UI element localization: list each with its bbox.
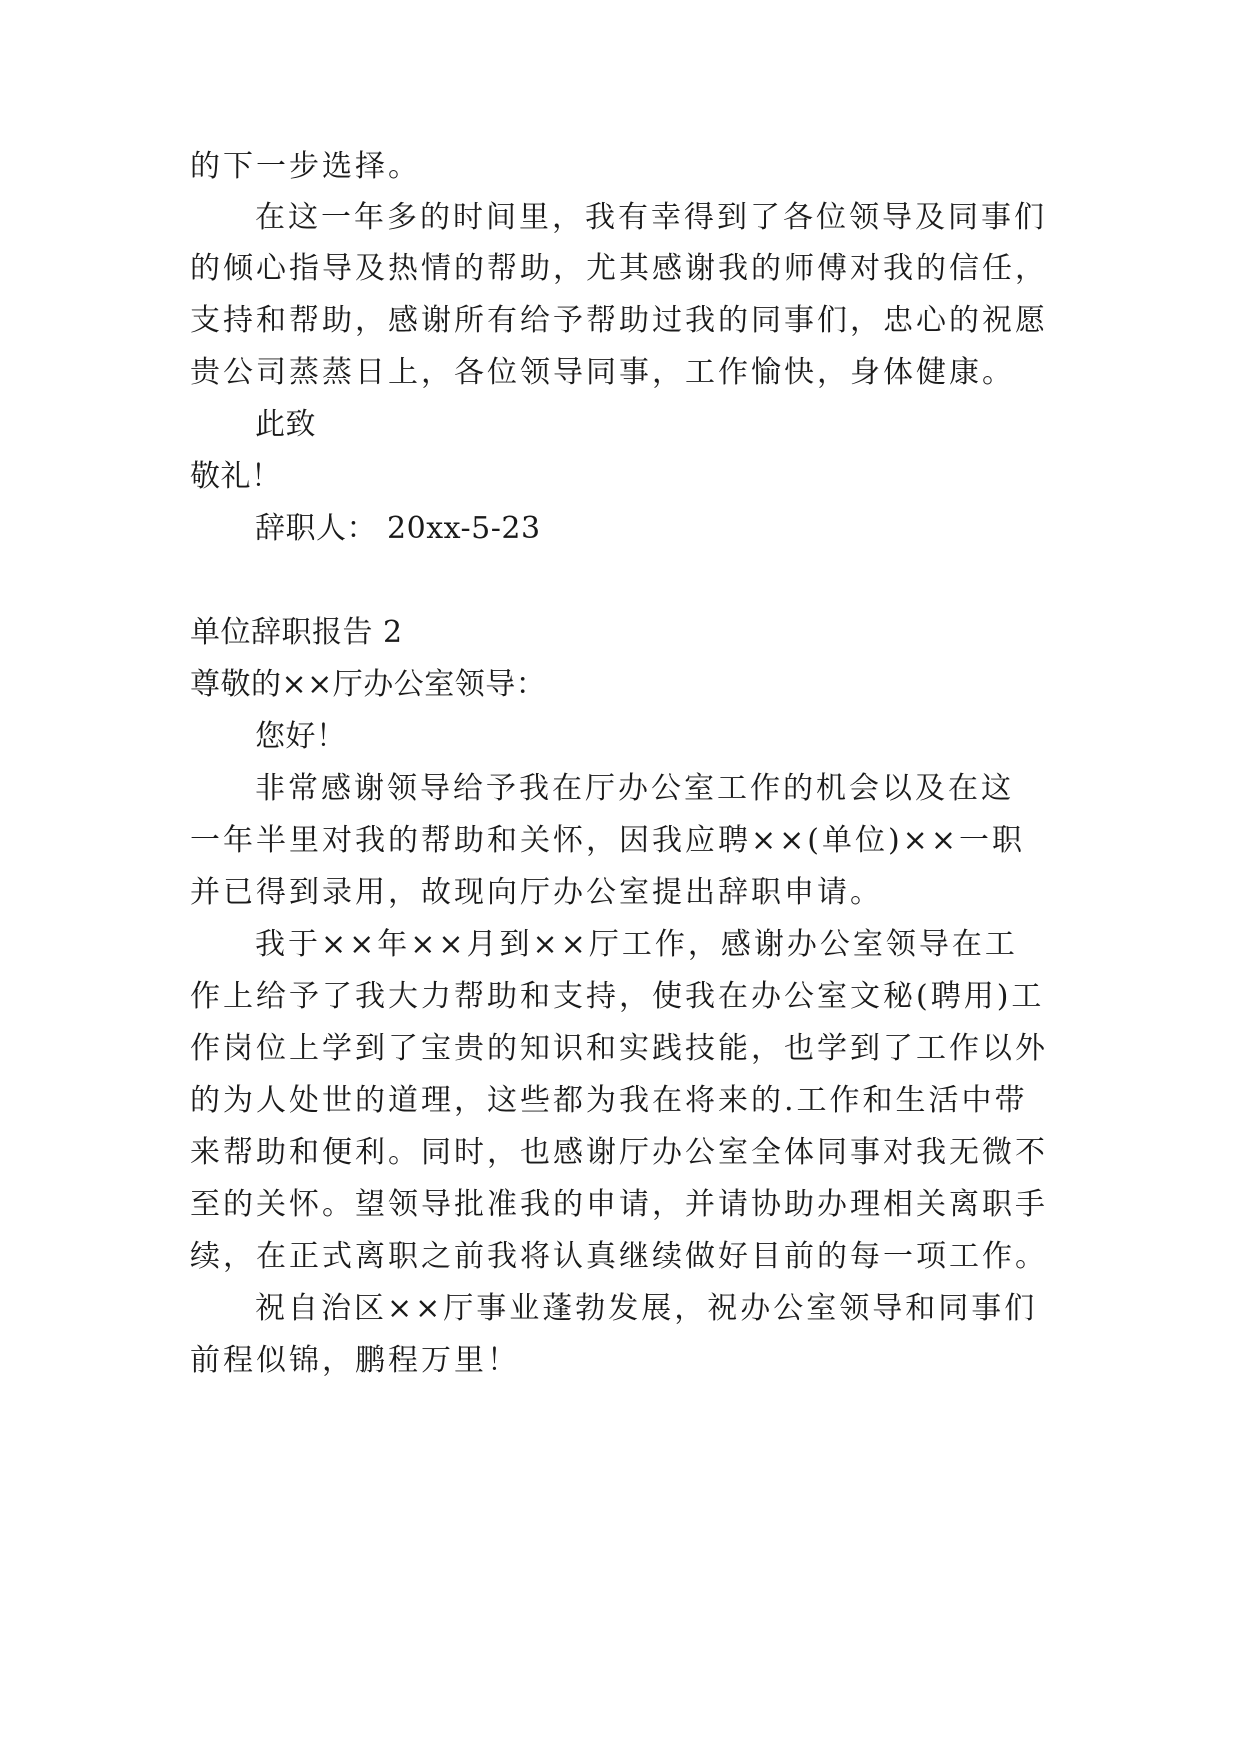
section-title: 单位辞职报告 2 bbox=[190, 615, 403, 650]
signature-line: 辞职人： 20xx-5-23 bbox=[255, 511, 541, 546]
salute-line: 敬礼！ bbox=[190, 459, 282, 494]
paragraph-line: 的为人处世的道理，这些都为我在将来的.工作和生活中带 bbox=[190, 1083, 1028, 1118]
paragraph-line: 来帮助和便利。同时，也感谢厅办公室全体同事对我无微不 bbox=[190, 1135, 1048, 1170]
addressee-line: 尊敬的××厅办公室领导： bbox=[190, 667, 547, 702]
paragraph-line: 非常感谢领导给予我在厅办公室工作的机会以及在这 bbox=[255, 771, 1014, 806]
paragraph-line: 作上给予了我大力帮助和支持，使我在办公室文秘(聘用)工 bbox=[190, 979, 1045, 1014]
paragraph-line: 续，在正式离职之前我将认真继续做好目前的每一项工作。 bbox=[190, 1239, 1048, 1274]
paragraph-line: 的倾心指导及热情的帮助，尤其感谢我的师傅对我的信任， bbox=[190, 251, 1048, 286]
paragraph-line: 祝自治区××厅事业蓬勃发展，祝办公室领导和同事们 bbox=[255, 1291, 1038, 1326]
paragraph-line: 的下一步选择。 bbox=[190, 149, 421, 184]
paragraph-line: 在这一年多的时间里，我有幸得到了各位领导及同事们 bbox=[255, 200, 1047, 235]
closing-line: 此致 bbox=[255, 407, 316, 442]
paragraph-line: 一年半里对我的帮助和关怀，因我应聘××(单位)××一职 bbox=[190, 823, 1025, 858]
paragraph-line: 并已得到录用，故现向厅办公室提出辞职申请。 bbox=[190, 875, 883, 910]
paragraph-line: 作岗位上学到了宝贵的知识和实践技能，也学到了工作以外 bbox=[190, 1031, 1048, 1066]
greeting-line: 您好！ bbox=[255, 719, 347, 754]
paragraph-line: 支持和帮助，感谢所有给予帮助过我的同事们，忠心的祝愿 bbox=[190, 303, 1048, 338]
paragraph-line: 至的关怀。望领导批准我的申请，并请协助办理相关离职手 bbox=[190, 1187, 1048, 1222]
paragraph-line: 我于××年××月到××厅工作，感谢办公室领导在工 bbox=[255, 927, 1018, 962]
paragraph-line: 前程似锦，鹏程万里！ bbox=[190, 1343, 520, 1378]
paragraph-line: 贵公司蒸蒸日上，各位领导同事，工作愉快，身体健康。 bbox=[190, 355, 1015, 390]
